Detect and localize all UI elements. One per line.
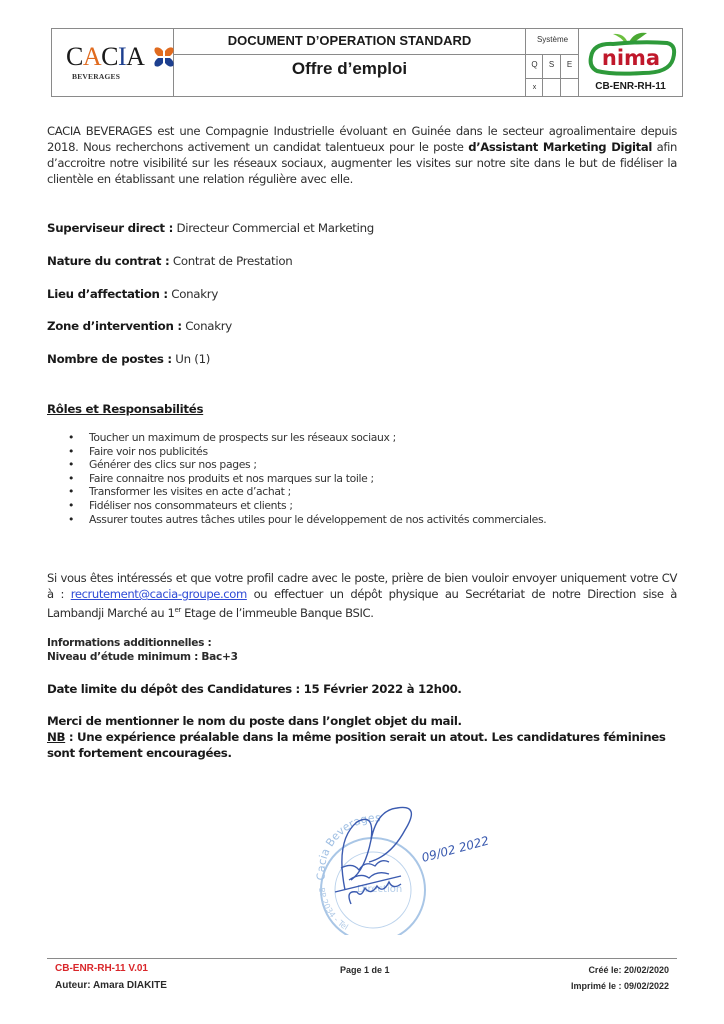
system-col-q: Q bbox=[531, 60, 538, 69]
system-col-e: E bbox=[566, 60, 573, 69]
cacia-flower-icon bbox=[154, 47, 174, 67]
detail-positions: Nombre de postes : Un (1) bbox=[47, 352, 211, 366]
document-type-title: DOCUMENT D’OPERATION STANDARD bbox=[227, 33, 472, 48]
cacia-wordmark: CACIA bbox=[66, 42, 145, 71]
svg-text:Direction: Direction bbox=[357, 884, 403, 895]
svg-text:BP 2034 - Tel: BP 2034 - Tel bbox=[316, 886, 350, 932]
document-code: CB-ENR-RH-11 bbox=[595, 81, 666, 92]
education-level: Niveau d’étude minimum : Bac+3 bbox=[47, 651, 238, 663]
detail-supervisor: Superviseur direct : Directeur Commercial et Marketing bbox=[47, 221, 374, 235]
list-item: • Faire voir nos publicités bbox=[70, 445, 546, 459]
footer-divider bbox=[47, 958, 677, 959]
system-mark-q: x bbox=[532, 84, 537, 91]
document-title: Offre d’emploi bbox=[291, 59, 408, 78]
nb-note: NB : Une expérience préalable dans la même position serait un atout. Les candidatures féminines sont fortement encouragées. bbox=[47, 730, 666, 760]
detail-zone: Zone d’intervention : Conakry bbox=[47, 319, 232, 333]
list-item: • Générer des clics sur nos pages ; bbox=[70, 458, 546, 472]
system-label: Système bbox=[536, 35, 569, 44]
list-item: • Faire connaitre nos produits et nos marques sur la toile ; bbox=[70, 472, 546, 486]
document-header-table bbox=[51, 28, 683, 97]
additional-info-title: Informations additionnelles : bbox=[47, 637, 212, 649]
roles-section-title: Rôles et Responsabilités bbox=[47, 402, 204, 416]
svg-text:09/02 2022: 09/02 2022 bbox=[420, 833, 491, 865]
detail-location: Lieu d’affectation : Conakry bbox=[47, 287, 219, 301]
job-title-highlight: d’Assistant Marketing Digital bbox=[468, 140, 652, 154]
svg-text:nima: nima bbox=[601, 46, 661, 70]
system-col-s: S bbox=[548, 60, 555, 69]
mention-instruction: Merci de mentionner le nom du poste dans l’onglet objet du mail. bbox=[47, 714, 462, 728]
list-item: • Toucher un maximum de prospects sur les réseaux sociaux ; bbox=[70, 431, 546, 445]
nima-logo bbox=[583, 31, 679, 77]
footer-created-date: Créé le: 20/02/2020 bbox=[588, 965, 669, 975]
footer-page-number: Page 1 de 1 bbox=[340, 965, 390, 975]
signature-stamp bbox=[305, 800, 515, 935]
list-item: • Transformer les visites en acte d’achat ; bbox=[70, 485, 546, 499]
cacia-logo bbox=[66, 43, 171, 83]
recruitment-email-link[interactable]: recrutement@cacia-groupe.com bbox=[70, 587, 247, 601]
list-item: • Fidéliser nos consommateurs et clients ; bbox=[70, 499, 546, 513]
application-deadline: Date limite du dépôt des Candidatures : 15 Février 2022 à 12h00. bbox=[47, 682, 462, 696]
svg-text:Cacia Beverages: Cacia Beverages bbox=[314, 811, 381, 881]
detail-contract-type: Nature du contrat : Contrat de Prestation bbox=[47, 254, 293, 268]
roles-list bbox=[70, 431, 546, 526]
intro-paragraph: CACIA BEVERAGES est une Compagnie Industrielle évoluant en Guinée dans le secteur agroalimentaire depuis 2018. Nous recherchons activement un candidat talentueux pour le poste d’Assistant Marketing Digital afin d’accroitre notre visibilité sur les réseaux sociaux, augmenter les visites sur notre site dans le but de fidéliser la clientèle en établissant une relation régulière avec elle. bbox=[47, 124, 678, 186]
footer-author: Auteur: Amara DIAKITE bbox=[55, 980, 167, 991]
footer-printed-date: Imprimé le : 09/02/2022 bbox=[570, 981, 669, 991]
application-paragraph: Si vous êtes intéressés et que votre profil cadre avec le poste, prière de bien vouloir envoyer uniquement votre CV à : recrutement@cacia-groupe.com ou effectuer un dépôt physique au Secrétariat de notre Direction sise à Lambandji Marché au 1er Etage de l’immeuble Banque BSIC. bbox=[47, 571, 677, 620]
footer-doc-version: CB-ENR-RH-11 V.01 bbox=[55, 963, 148, 974]
cacia-subtitle: BEVERAGES bbox=[72, 72, 121, 81]
list-item: • Assurer toutes autres tâches utiles pour le développement de nos activités commerciales. bbox=[70, 513, 546, 527]
